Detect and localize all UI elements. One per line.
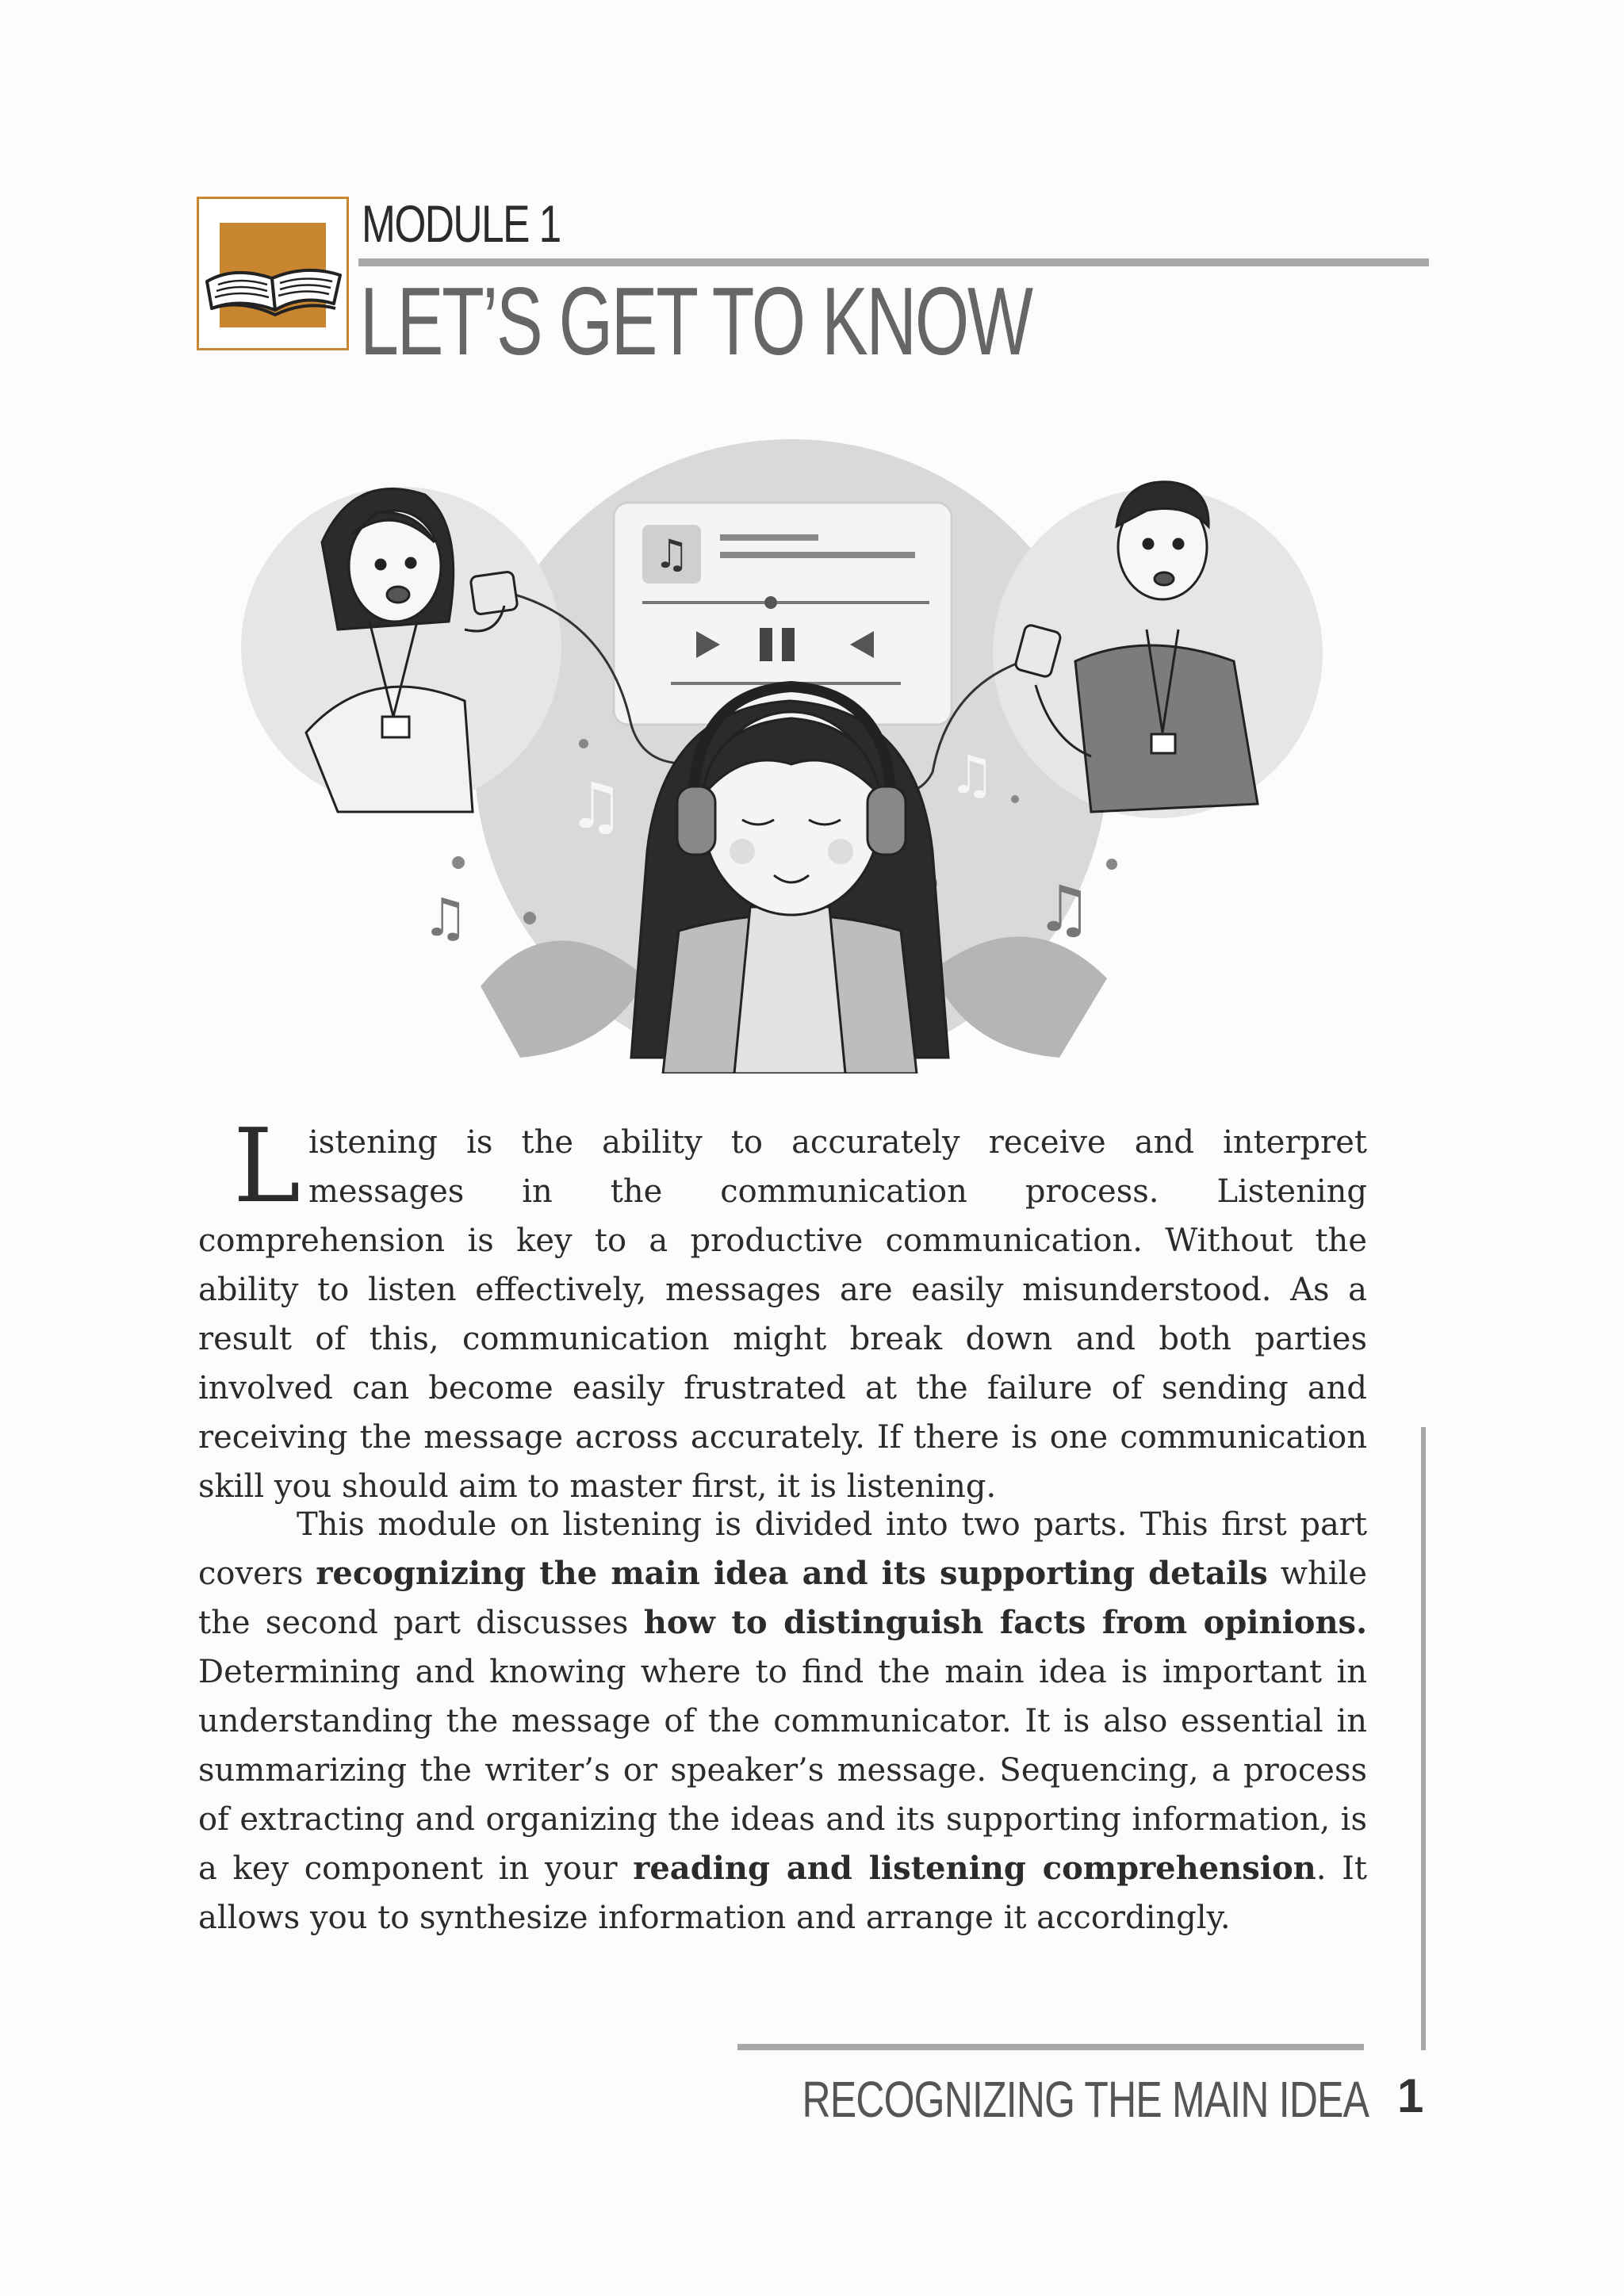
listening-illustration: [235, 423, 1348, 1073]
overview-text-2: while the second part discusses: [198, 1556, 1367, 1641]
svg-text:♫: ♫: [653, 531, 690, 577]
overview-text-1: This module on listening is divided into two parts. This first part covers: [198, 1506, 1367, 1592]
svg-text:♫: ♫: [1036, 872, 1093, 946]
intro-paragraph: [198, 1108, 1367, 1511]
module-badge: [197, 197, 349, 350]
footer-section-title: RECOGNIZING THE MAIN IDEA: [802, 2071, 1369, 2128]
svg-text:♫: ♫: [422, 887, 469, 948]
drop-cap: L: [233, 1108, 301, 1226]
overview-bold-2: how to distinguish facts from opinions.: [643, 1604, 1367, 1641]
overview-text-4: . It allows you to synthesize information and arrange it accordingly.: [198, 1850, 1367, 1936]
intro-paragraph-text: istening is the ability to accurately receive and interpret messages in the communication process. Listening comprehension is key to a productive communication. Without the ability to listen effectively, messages are easily misunderstood. As a result of this, communication might break down and both parties involved can become easily frustrated at the failure of sending and receiving the message across accurately. If there is one communication skill you should aim to master first, it is listening.: [198, 1124, 1367, 1505]
overview-bold-1: recognizing the main idea and its supporting details: [316, 1555, 1268, 1592]
header-divider: [358, 258, 1429, 266]
svg-text:♫: ♫: [568, 769, 625, 843]
module-label: MODULE 1: [362, 194, 561, 253]
overview-bold-3: reading and listening comprehension: [633, 1850, 1316, 1887]
footer-divider: [737, 2044, 1364, 2050]
side-divider: [1421, 1427, 1426, 2050]
module-overview-paragraph: [198, 1500, 1367, 1942]
svg-text:♫: ♫: [948, 744, 996, 806]
open-book-icon: [199, 199, 351, 353]
page-number: 1: [1397, 2069, 1424, 2122]
overview-text-3: Determining and knowing where to find the main idea is important in understanding the message of the communicator. It is also essential in summarizing the writer’s or speaker’s message. Sequencing, a process of extracting and organizing the ideas and its supporting information, is a key component in your: [198, 1654, 1367, 1887]
page-title: LET’S GET TO KNOW: [360, 267, 1032, 375]
